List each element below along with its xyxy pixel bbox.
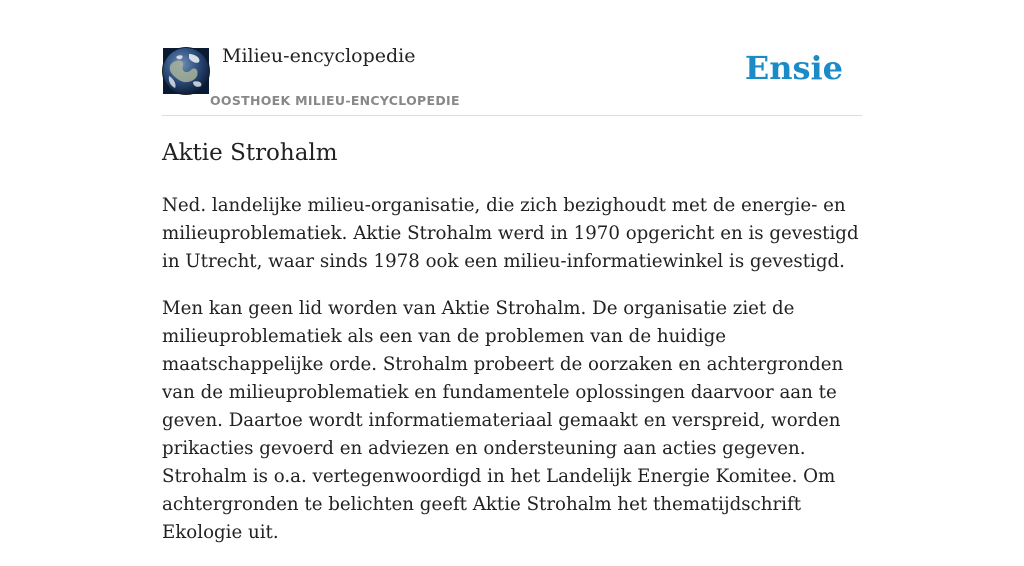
earth-globe-icon[interactable] (162, 47, 210, 95)
article-paragraph: Men kan geen lid worden van Aktie Strohalm. De organisatie ziet de milieuproblematiek als een van de problemen van de huidige maatschappelijke orde. Strohalm probeert de oorzaken en achtergronden van de milieuproblematiek en fundamentele oplossingen daarvoor aan te geven. Daartoe wordt informatiemateriaal gemaakt en verspreid, worden prikacties gevoerd en adviezen en ondersteuning aan acties gegeven. Strohalm is o.a. vertegenwoordigd in het Landelijk Energie Komitee. Om achtergronden te belichten geeft Aktie Strohalm het thematijdschrift Ekologie uit. (162, 298, 844, 543)
brand-logo-link[interactable]: Ensie (744, 49, 843, 87)
article-body (162, 192, 862, 566)
site-title[interactable]: Milieu-encyclopedie (222, 45, 416, 67)
site-subtitle[interactable]: OOSTHOEK MILIEU-ENCYCLOPEDIE (210, 93, 460, 108)
article-title: Aktie Strohalm (162, 140, 338, 166)
content-container (162, 0, 862, 543)
site-header (162, 0, 862, 116)
article-paragraph: Ned. landelijke milieu-organisatie, die zich bezighoudt met de energie- en milieuproblematiek. Aktie Strohalm werd in 1970 opgericht en is gevestigd in Utrecht, waar sinds 1978 ook een milieu-informatiewinkel is gevestigd. (162, 195, 859, 272)
